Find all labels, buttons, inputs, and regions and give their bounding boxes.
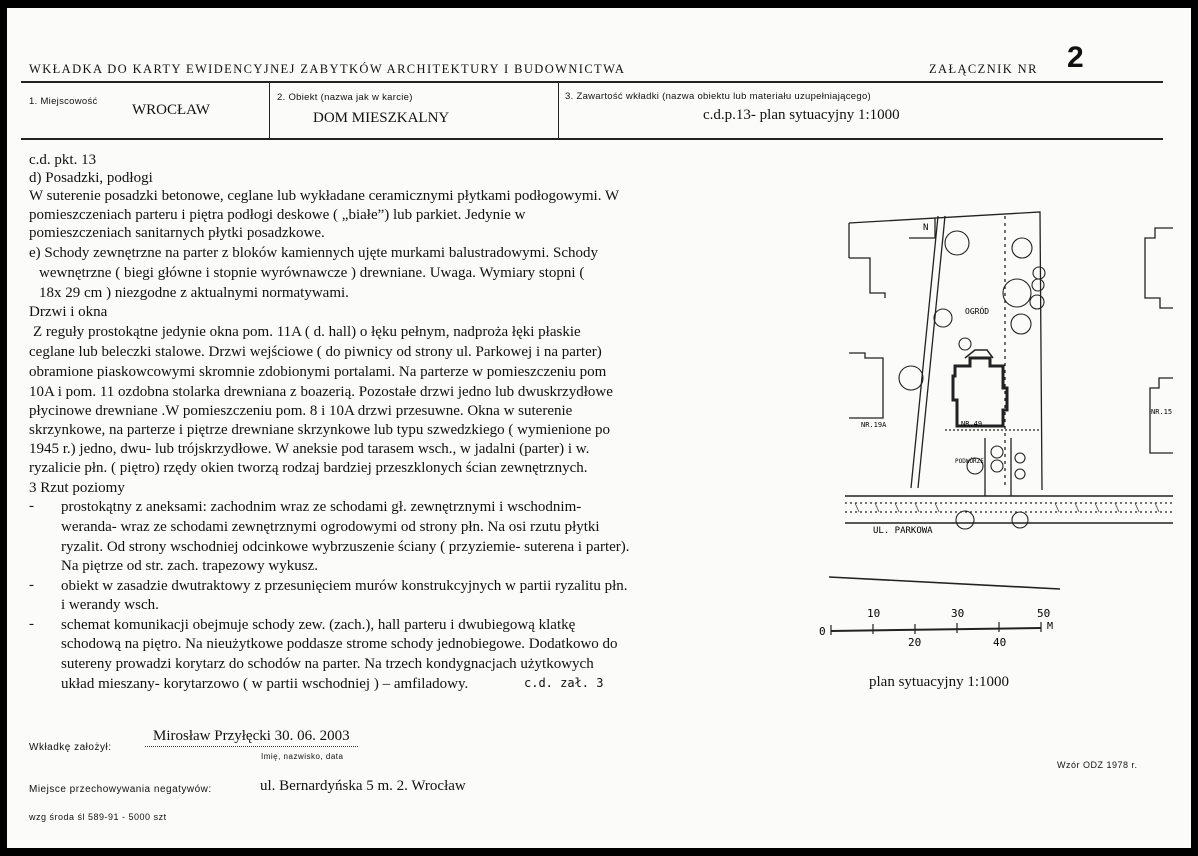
content-value: c.d.p.13- plan sytuacyjny 1:1000 [703, 107, 900, 123]
body-line: ceglane lub beleczki stalowe. Drzwi wejściowe ( do piwnicy od strony ul. Parkowej i na parter) [29, 344, 602, 360]
north-label: N [923, 223, 929, 233]
header-rule-top [21, 81, 1163, 83]
body-line: 18x 29 cm ) niezgodne z aktualnymi normatywami. [39, 285, 349, 301]
body-line: skrzynkowe, na parterze i piętrze drewniane skrzynkowe lub typu szwedzkiego ( wymienione po [29, 422, 611, 438]
bullet: - [29, 616, 34, 632]
body-line: pomieszczeniach sanitarnych płytki posadzkowe. [29, 225, 325, 241]
object-value: DOM MIESZKALNY [313, 110, 450, 126]
scale-unit: M [1047, 621, 1054, 632]
body-line: sutereny prowadzi korytarz do schodów na parter. Na trzech kondygnacjach użytkowych [61, 656, 594, 672]
body-line: 10A i pom. 11 ozdobna stolarka drewniana z boazerią. Pozostałe drzwi jedno lub dwuskrzydłowe [29, 384, 613, 400]
scale-label: 40 [993, 636, 1007, 649]
handwritten-note: c.d. zał. 3 [524, 676, 604, 690]
attachment-number: 2 [1067, 41, 1084, 74]
body-line: prostokątny z aneksami: zachodnim wraz ze schodami gł. zewnętrznymi i wschodnim- [61, 499, 582, 515]
attachment-label: ZAŁĄCZNIK NR [929, 62, 1038, 76]
body-line: ryzalit. Od strony wschodniej odcinkowe wybrzuszenie ściany ( przyziemie- suterena i parter). [61, 539, 630, 555]
body-line: schemat komunikacji obejmuje schody zew. (zach.), hall parteru i dwubiegową klatkę [61, 617, 576, 633]
body-line: Drzwi i okna [29, 304, 108, 320]
form-title: WKŁADKA DO KARTY EWIDENCYJNEJ ZABYTKÓW ARCHITEKTURY I BUDOWNICTWA [29, 62, 626, 76]
site-plan [825, 198, 1175, 538]
body-line: i werandy wsch. [61, 597, 159, 613]
body-line: Z reguły prostokątne jedynie okna pom. 11A ( d. hall) o łęku pełnym, nadproża łęki płaskie [33, 324, 581, 340]
body-line: W suterenie posadzki betonowe, ceglane lub wykładane ceramicznymi płytkami podłogowymi. W [29, 188, 620, 204]
header-rule-bottom [21, 138, 1163, 140]
building-label: NR.49 [961, 420, 983, 428]
body-line: ryzalicie płn. ( piętro) rzędy okien tworzą rodzaj bardziej przeszklonych ścian zewnętrznych. [29, 460, 588, 476]
trees [899, 231, 1045, 529]
driveway-label: PODWÓRZE [955, 458, 984, 465]
bullet: - [29, 577, 34, 593]
west-boundary [911, 216, 938, 488]
created-label: Wkładkę założył: [29, 742, 112, 753]
scale-label: 30 [951, 607, 965, 620]
scale-label: 10 [867, 607, 881, 620]
building-nr49 [953, 358, 1007, 426]
body-line: c.d. pkt. 13 [29, 152, 97, 168]
field-divider-2 [558, 82, 559, 139]
locality-value: WROCŁAW [132, 102, 210, 118]
body-line: weranda- wraz ze schodami zewnętrznymi ogrodowymi od strony płn. Na osi rzutu płytki [61, 519, 600, 535]
body-line: układ mieszany- korytarzowo ( w partii wschodniej ) – amfiladowy. [61, 676, 469, 692]
locality-label: 1. Miejscowość [29, 96, 98, 107]
field-divider-1 [269, 82, 270, 139]
body-line: schodową na piętro. Na nieużytkowe poddasze strome schody jednobiegowe. Dodatkowo do [61, 636, 618, 652]
template-version: Wzór ODZ 1978 r. [1057, 760, 1138, 770]
scale-bar [815, 573, 1065, 653]
object-label: 2. Obiekt (nazwa jak w karcie) [277, 92, 413, 103]
scale-label: 0 [819, 625, 826, 638]
created-hint: Imię, nazwisko, data [261, 752, 344, 761]
body-line: e) Schody zewnętrzne na parter z bloków kamiennych ujęte murkami balustradowymi. Schody [29, 245, 598, 261]
left-neighbor-building [849, 353, 883, 418]
body-line: 1945 r.) jedno, dwu- lub trójskrzydłowe. W aneksie pod tarasem wsch., w jadalni (parter) i w. [29, 441, 590, 457]
created-value: Mirosław Przyłęcki 30. 06. 2003 [145, 728, 358, 747]
storage-label: Miejsce przechowywania negatywów: [29, 784, 212, 795]
plan-caption: plan sytuacyjny 1:1000 [869, 674, 1009, 690]
content-label: 3. Zawartość wkładki (nazwa obiektu lub materiału uzupełniającego) [565, 91, 872, 102]
scale-label: 20 [908, 636, 922, 649]
garden-label: OGRÓD [965, 307, 990, 316]
body-line: Na piętrze od str. zach. trapezowy wykusz. [61, 558, 318, 574]
body-line: 3 Rzut poziomy [29, 480, 125, 496]
body-line: wewnętrzne ( biegi główne i stopnie wyrównawcze ) drewniane. Uwaga. Wymiary stopni ( [39, 265, 585, 281]
scale-label: 50 [1037, 607, 1051, 620]
body-line: płycinowe drewniane .W pomieszczeniu pom. 8 i 10A drzwi przesuwne. Okna w suterenie [29, 403, 573, 419]
body-line: obiekt w zasadzie dwutraktowy z przesunięciem murów konstrukcyjnych w partii ryzalitu płn. [61, 578, 628, 594]
body-line: obramione piaskowcowymi skromnie zdobionymi portalami. Na parterze w pomieszczeniu pom [29, 364, 607, 380]
storage-value: ul. Bernardyńska 5 m. 2. Wrocław [260, 778, 466, 794]
document-sheet [7, 8, 1191, 848]
print-info: wzg środa śl 589-91 - 5000 szt [29, 812, 167, 822]
left-neighbor-label: NR.19A [861, 421, 887, 429]
body-line: d) Posadzki, podłogi [29, 170, 153, 186]
body-line: pomieszczeniach parteru i piętra podłogi deskowe ( „białe”) lub parkiet. Jedynie w [29, 207, 526, 223]
street-label: UL. PARKOWA [873, 526, 933, 536]
plot-boundary [849, 212, 1042, 490]
right-neighbor-label: NR.15 [1151, 408, 1173, 416]
bullet: - [29, 498, 34, 514]
